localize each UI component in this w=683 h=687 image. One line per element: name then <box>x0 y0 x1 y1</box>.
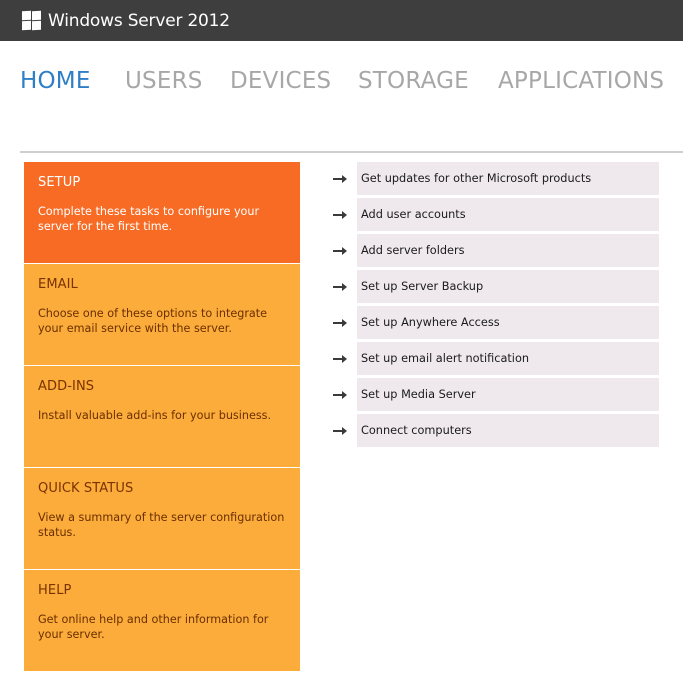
arrow-right-icon <box>333 390 357 400</box>
tab-users[interactable]: USERS <box>125 68 203 94</box>
task-link[interactable] <box>357 162 659 195</box>
task-link[interactable] <box>357 270 659 303</box>
task-link[interactable] <box>357 414 659 447</box>
task-connect-computers[interactable] <box>333 414 659 447</box>
task-add-user-accounts[interactable] <box>333 198 659 231</box>
tab-storage[interactable]: STORAGE <box>358 68 469 94</box>
tile-add-ins[interactable] <box>24 366 300 467</box>
tab-applications[interactable]: APPLICATIONS <box>498 68 665 94</box>
task-label: Add user accounts <box>361 208 466 221</box>
app-title: Windows Server 2012 <box>48 10 230 31</box>
arrow-right-icon <box>333 354 357 364</box>
tile-title: QUICK STATUS <box>38 481 134 496</box>
arrow-right-icon <box>333 318 357 328</box>
tile-description: View a summary of the server configuration status. <box>38 511 285 539</box>
tile-help[interactable] <box>24 570 300 671</box>
tile-description: Complete these tasks to configure your server for the first time. <box>38 205 260 233</box>
task-media-server[interactable] <box>333 378 659 411</box>
task-link[interactable] <box>357 198 659 231</box>
task-label: Get updates for other Microsoft products <box>361 172 592 185</box>
tile-quick-status[interactable] <box>24 468 300 569</box>
task-label: Set up Media Server <box>361 388 476 401</box>
task-link[interactable] <box>357 342 659 375</box>
task-server-backup[interactable] <box>333 270 659 303</box>
task-label: Connect computers <box>361 424 472 437</box>
arrow-right-icon <box>333 246 357 256</box>
tile-setup[interactable] <box>24 162 300 263</box>
tab-devices[interactable]: DEVICES <box>230 68 332 94</box>
arrow-right-icon <box>333 174 357 184</box>
task-email-alert[interactable] <box>333 342 659 375</box>
arrow-right-icon <box>333 210 357 220</box>
task-link[interactable] <box>357 234 659 267</box>
tile-title: EMAIL <box>38 277 78 292</box>
tile-email[interactable] <box>24 264 300 365</box>
task-label: Set up email alert notification <box>361 352 530 365</box>
main-nav <box>0 68 683 104</box>
task-label: Set up Anywhere Access <box>361 316 500 329</box>
task-link[interactable] <box>357 378 659 411</box>
windows-logo-icon <box>22 11 41 30</box>
task-label: Set up Server Backup <box>361 280 484 293</box>
arrow-right-icon <box>333 426 357 436</box>
tile-description: Install valuable add-ins for your business. <box>38 409 272 422</box>
tile-title: HELP <box>38 583 72 598</box>
task-label: Add server folders <box>361 244 465 257</box>
task-add-server-folders[interactable] <box>333 234 659 267</box>
title-bar <box>0 0 683 41</box>
task-anywhere-access[interactable] <box>333 306 659 339</box>
tab-home[interactable]: HOME <box>20 68 91 94</box>
arrow-right-icon <box>333 282 357 292</box>
task-link[interactable] <box>357 306 659 339</box>
task-get-updates[interactable] <box>333 162 659 195</box>
tile-title: ADD-INS <box>38 379 95 394</box>
tile-description: Get online help and other information for your server. <box>38 613 269 641</box>
nav-divider <box>20 151 683 153</box>
tile-title: SETUP <box>38 175 81 190</box>
tile-description: Choose one of these options to integrate your email service with the server. <box>38 307 268 335</box>
